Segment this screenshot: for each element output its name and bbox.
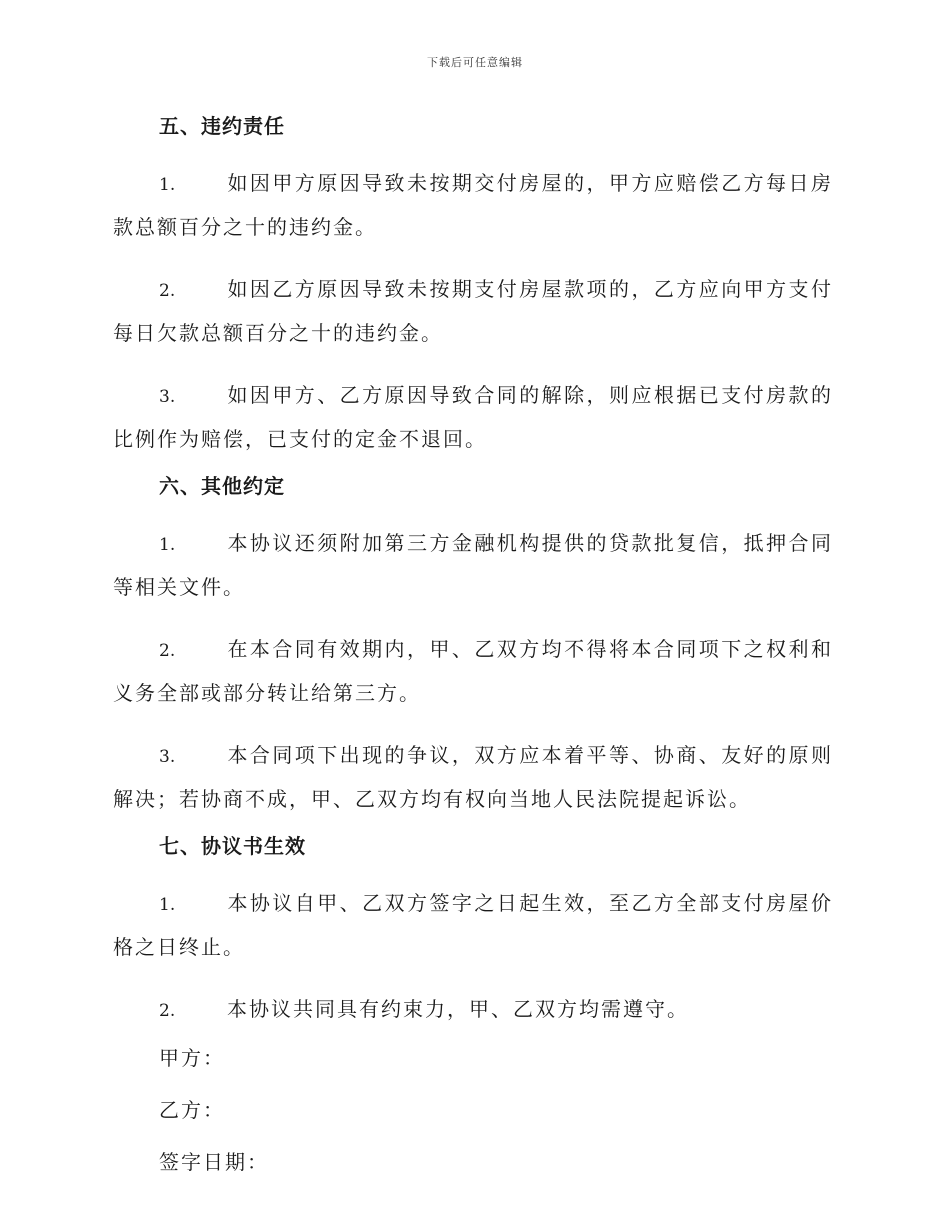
page-header: 下载后可任意编辑 [427, 56, 523, 69]
clause-number: 1. [159, 175, 176, 195]
section-agreement-effective [113, 830, 833, 1032]
clause-number: 1. [159, 535, 176, 555]
section-heading: 七、协议书生效 [159, 834, 306, 858]
document-body [113, 110, 833, 1198]
clause-item [113, 734, 833, 820]
clause-item [113, 374, 833, 460]
clause-item [113, 882, 833, 968]
clause-text: 在本合同有效期内，甲、乙双方均不得将本合同项下之权利和义务全部或部分转让给第三方。 [113, 637, 833, 705]
clause-number: 3. [159, 387, 176, 407]
clause-text: 本协议还须附加第三方金融机构提供的贷款批复信，抵押合同等相关文件。 [113, 531, 833, 599]
clause-text: 如因甲方原因导致未按期交付房屋的，甲方应赔偿乙方每日房款总额百分之十的违约金。 [113, 171, 833, 239]
clause-number: 3. [159, 747, 176, 767]
party-b-signature-label: 乙方： [159, 1098, 225, 1122]
clause-number: 2. [159, 641, 176, 661]
clause-item [113, 162, 833, 248]
signature-date-label: 签字日期： [159, 1150, 269, 1174]
clause-text: 本协议共同具有约束力，甲、乙双方均需遵守。 [227, 997, 689, 1021]
clause-number: 2. [159, 1001, 176, 1021]
clause-item [113, 628, 833, 714]
clause-text: 本合同项下出现的争议，双方应本着平等、协商、友好的原则解决；若协商不成，甲、乙双方均有权向当地人民法院提起诉讼。 [113, 743, 833, 811]
section-other-agreements [113, 470, 833, 820]
clause-item [113, 268, 833, 354]
clause-item [113, 522, 833, 608]
clause-text: 本协议自甲、乙双方签字之日起生效，至乙方全部支付房屋价格之日终止。 [113, 891, 833, 959]
party-a-signature-label: 甲方： [159, 1046, 225, 1070]
signature-block [113, 1042, 833, 1178]
section-heading: 五、违约责任 [159, 114, 285, 138]
clause-text: 如因甲方、乙方原因导致合同的解除，则应根据已支付房款的比例作为赔偿，已支付的定金不退回。 [113, 383, 833, 451]
section-heading: 六、其他约定 [159, 474, 285, 498]
clause-text: 如因乙方原因导致未按期支付房屋款项的，乙方应向甲方支付每日欠款总额百分之十的违约金。 [113, 277, 833, 345]
clause-number: 2. [159, 281, 176, 301]
section-breach-liability [113, 110, 833, 460]
clause-number: 1. [159, 895, 176, 915]
clause-item [113, 988, 833, 1032]
